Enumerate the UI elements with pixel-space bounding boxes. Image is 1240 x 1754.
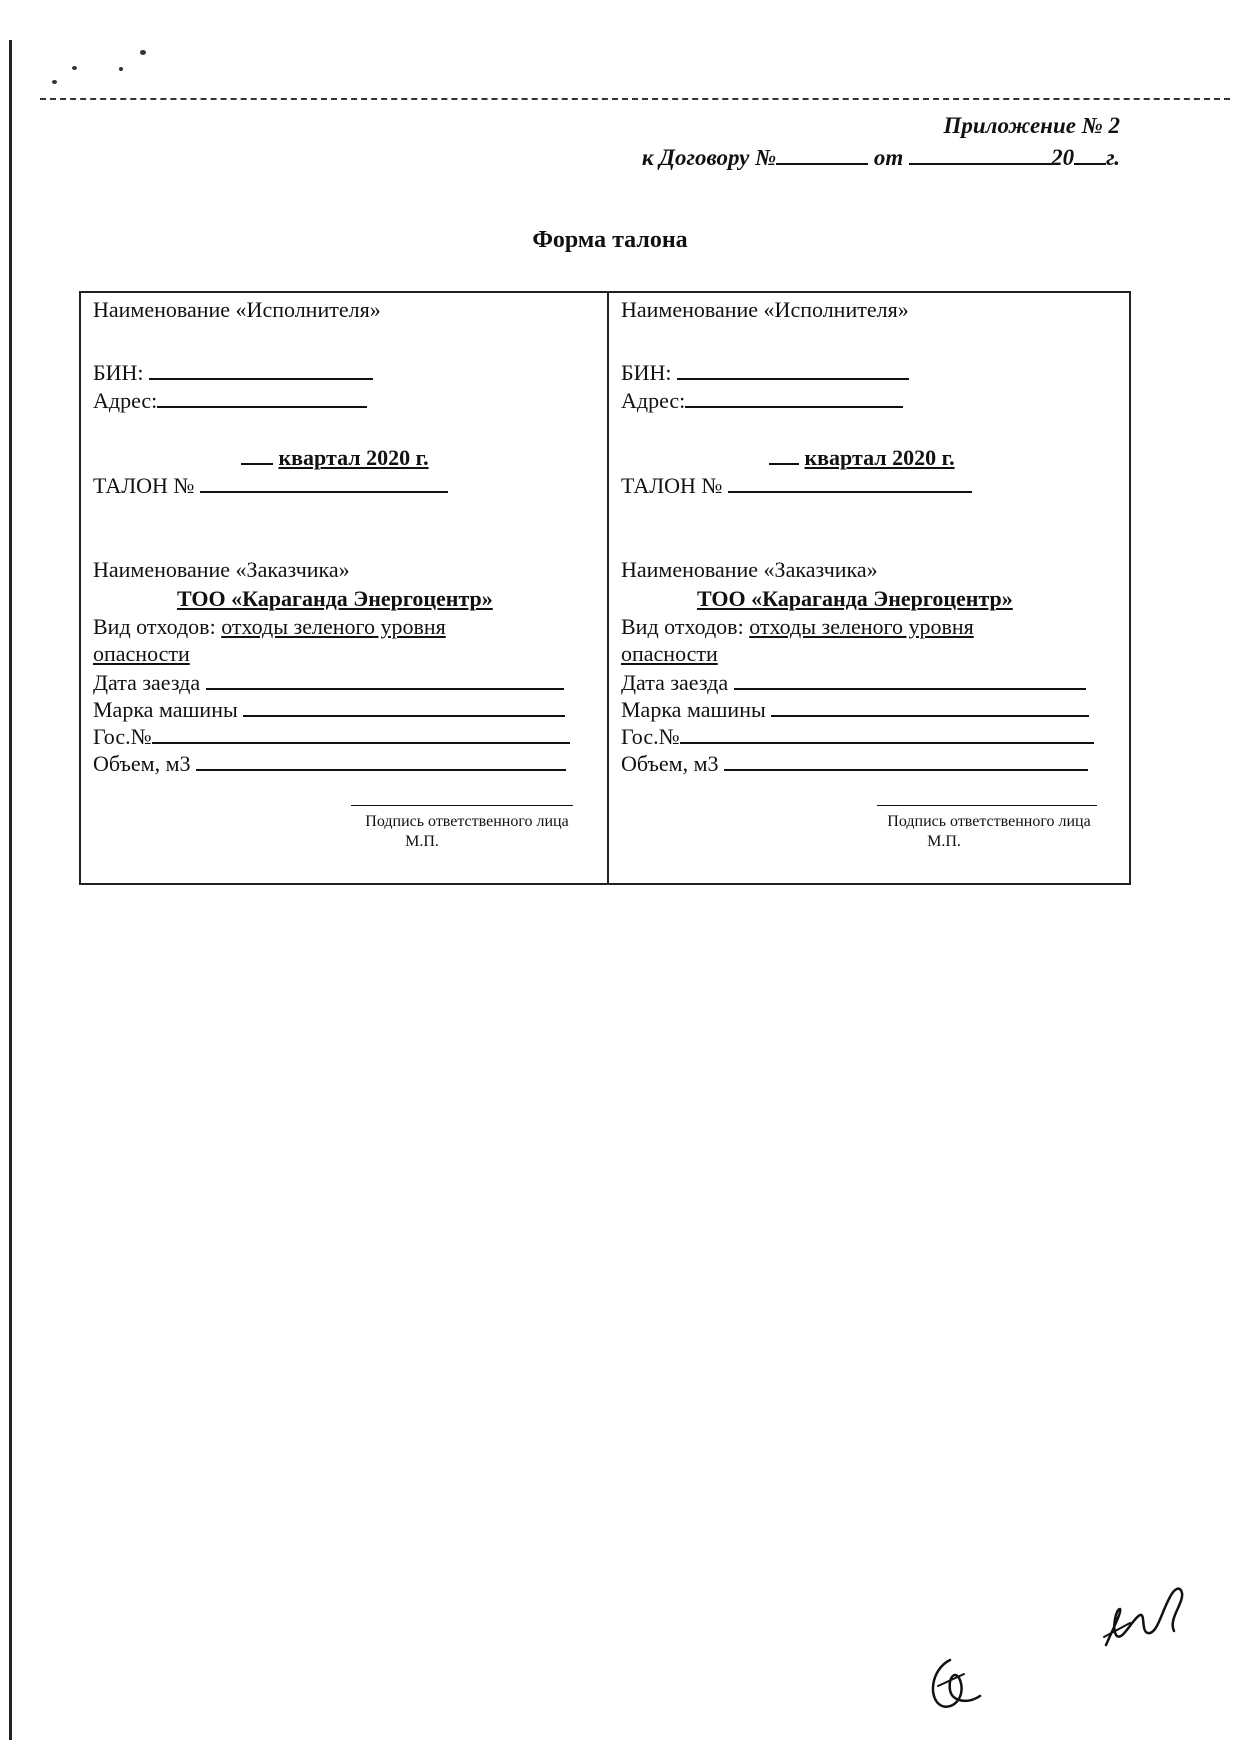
- address-blank: [157, 386, 367, 408]
- signature-line: [351, 805, 573, 806]
- signature-caption: Подпись ответственного лица: [365, 813, 569, 830]
- scan-dashed-line: [40, 98, 1230, 100]
- waste-label: Вид отходов:: [93, 614, 216, 639]
- arrival-label: Дата заезда: [621, 670, 729, 695]
- scan-speck: [52, 80, 57, 84]
- volume-label: Объем, м3: [621, 751, 719, 776]
- coupon-number-row: [621, 471, 972, 499]
- waste-value: отходы зеленого уровня: [221, 614, 446, 639]
- signature-line: [877, 805, 1097, 806]
- waste-label: Вид отходов:: [621, 614, 744, 639]
- arrival-label: Дата заезда: [93, 670, 201, 695]
- contract-reference: [642, 142, 1120, 174]
- bin-label: БИН:: [621, 360, 672, 385]
- car-brand-label: Марка машины: [93, 697, 238, 722]
- customer-name: ТОО «Караганда Энергоцентр»: [177, 586, 493, 611]
- contract-date-blank: [909, 143, 1051, 165]
- handwritten-initials-1: [920, 1640, 990, 1720]
- arrival-row: [93, 668, 564, 696]
- volume-row: [93, 749, 566, 777]
- address-label: Адрес:: [93, 388, 158, 413]
- bin-blank: [677, 358, 909, 380]
- customer-label: Наименование «Заказчика»: [621, 557, 878, 582]
- coupon-number-label: ТАЛОН №: [93, 473, 195, 498]
- bin-label: БИН:: [93, 360, 144, 385]
- bin-row: [621, 358, 909, 386]
- stamp-caption: М.П.: [927, 833, 961, 850]
- page-title: Форма талона: [532, 227, 688, 253]
- contract-number-blank: [776, 143, 868, 165]
- address-blank: [685, 386, 903, 408]
- plate-blank: [680, 722, 1094, 744]
- quarter-row: [241, 443, 429, 471]
- coupon-number-row: [93, 471, 448, 499]
- scan-speck: [140, 50, 146, 55]
- quarter-blank: [241, 443, 273, 465]
- quarter-text: квартал 2020 г.: [804, 445, 955, 470]
- customer-name: ТОО «Караганда Энергоцентр»: [697, 586, 1013, 611]
- contract-year-suffix: г.: [1106, 145, 1120, 170]
- volume-blank: [196, 749, 566, 771]
- appendix-header: [642, 110, 1120, 174]
- bin-row: [93, 358, 373, 386]
- arrival-blank: [206, 668, 564, 690]
- coupon-left: [93, 293, 593, 883]
- appendix-number: Приложение № 2: [943, 113, 1120, 138]
- stamp-caption: М.П.: [405, 833, 439, 850]
- coupon-number-label: ТАЛОН №: [621, 473, 723, 498]
- waste-row: [621, 614, 974, 640]
- address-label: Адрес:: [621, 388, 686, 413]
- quarter-text: квартал 2020 г.: [278, 445, 429, 470]
- contract-prefix: к Договору №: [641, 145, 777, 170]
- quarter-blank: [769, 443, 799, 465]
- volume-blank: [724, 749, 1088, 771]
- car-brand-blank: [771, 695, 1089, 717]
- car-brand-row: [621, 695, 1089, 723]
- customer-label: Наименование «Заказчика»: [93, 557, 350, 582]
- coupon-right: [621, 293, 1121, 883]
- volume-label: Объем, м3: [93, 751, 191, 776]
- plate-label: Гос.№: [93, 724, 152, 749]
- coupon-number-blank: [200, 471, 448, 493]
- waste-value-continued: опасности: [93, 641, 190, 666]
- arrival-row: [621, 668, 1086, 696]
- executor-label: Наименование «Исполнителя»: [93, 297, 381, 322]
- plate-row: [93, 722, 570, 750]
- plate-row: [621, 722, 1094, 750]
- scan-edge: [9, 40, 12, 1740]
- contract-from: от: [873, 145, 904, 170]
- waste-value-continued: опасности: [621, 641, 718, 666]
- plate-label: Гос.№: [621, 724, 680, 749]
- coupon-divider: [607, 293, 609, 883]
- executor-label: Наименование «Исполнителя»: [621, 297, 909, 322]
- bin-blank: [149, 358, 373, 380]
- car-brand-label: Марка машины: [621, 697, 766, 722]
- car-brand-blank: [243, 695, 565, 717]
- handwritten-signature-2: [1100, 1575, 1200, 1665]
- waste-row: [93, 614, 446, 640]
- arrival-blank: [734, 668, 1086, 690]
- volume-row: [621, 749, 1088, 777]
- car-brand-row: [93, 695, 565, 723]
- contract-year-blank: [1074, 143, 1106, 165]
- scan-speck: [72, 66, 77, 70]
- plate-blank: [152, 722, 570, 744]
- coupon-table: [79, 291, 1131, 885]
- signature-caption: Подпись ответственного лица: [887, 813, 1091, 830]
- quarter-row: [769, 443, 955, 471]
- waste-value: отходы зеленого уровня: [749, 614, 974, 639]
- address-row: [621, 386, 903, 414]
- address-row: [93, 386, 367, 414]
- contract-year: 20: [1051, 145, 1075, 170]
- coupon-number-blank: [728, 471, 972, 493]
- scan-speck: [119, 67, 123, 71]
